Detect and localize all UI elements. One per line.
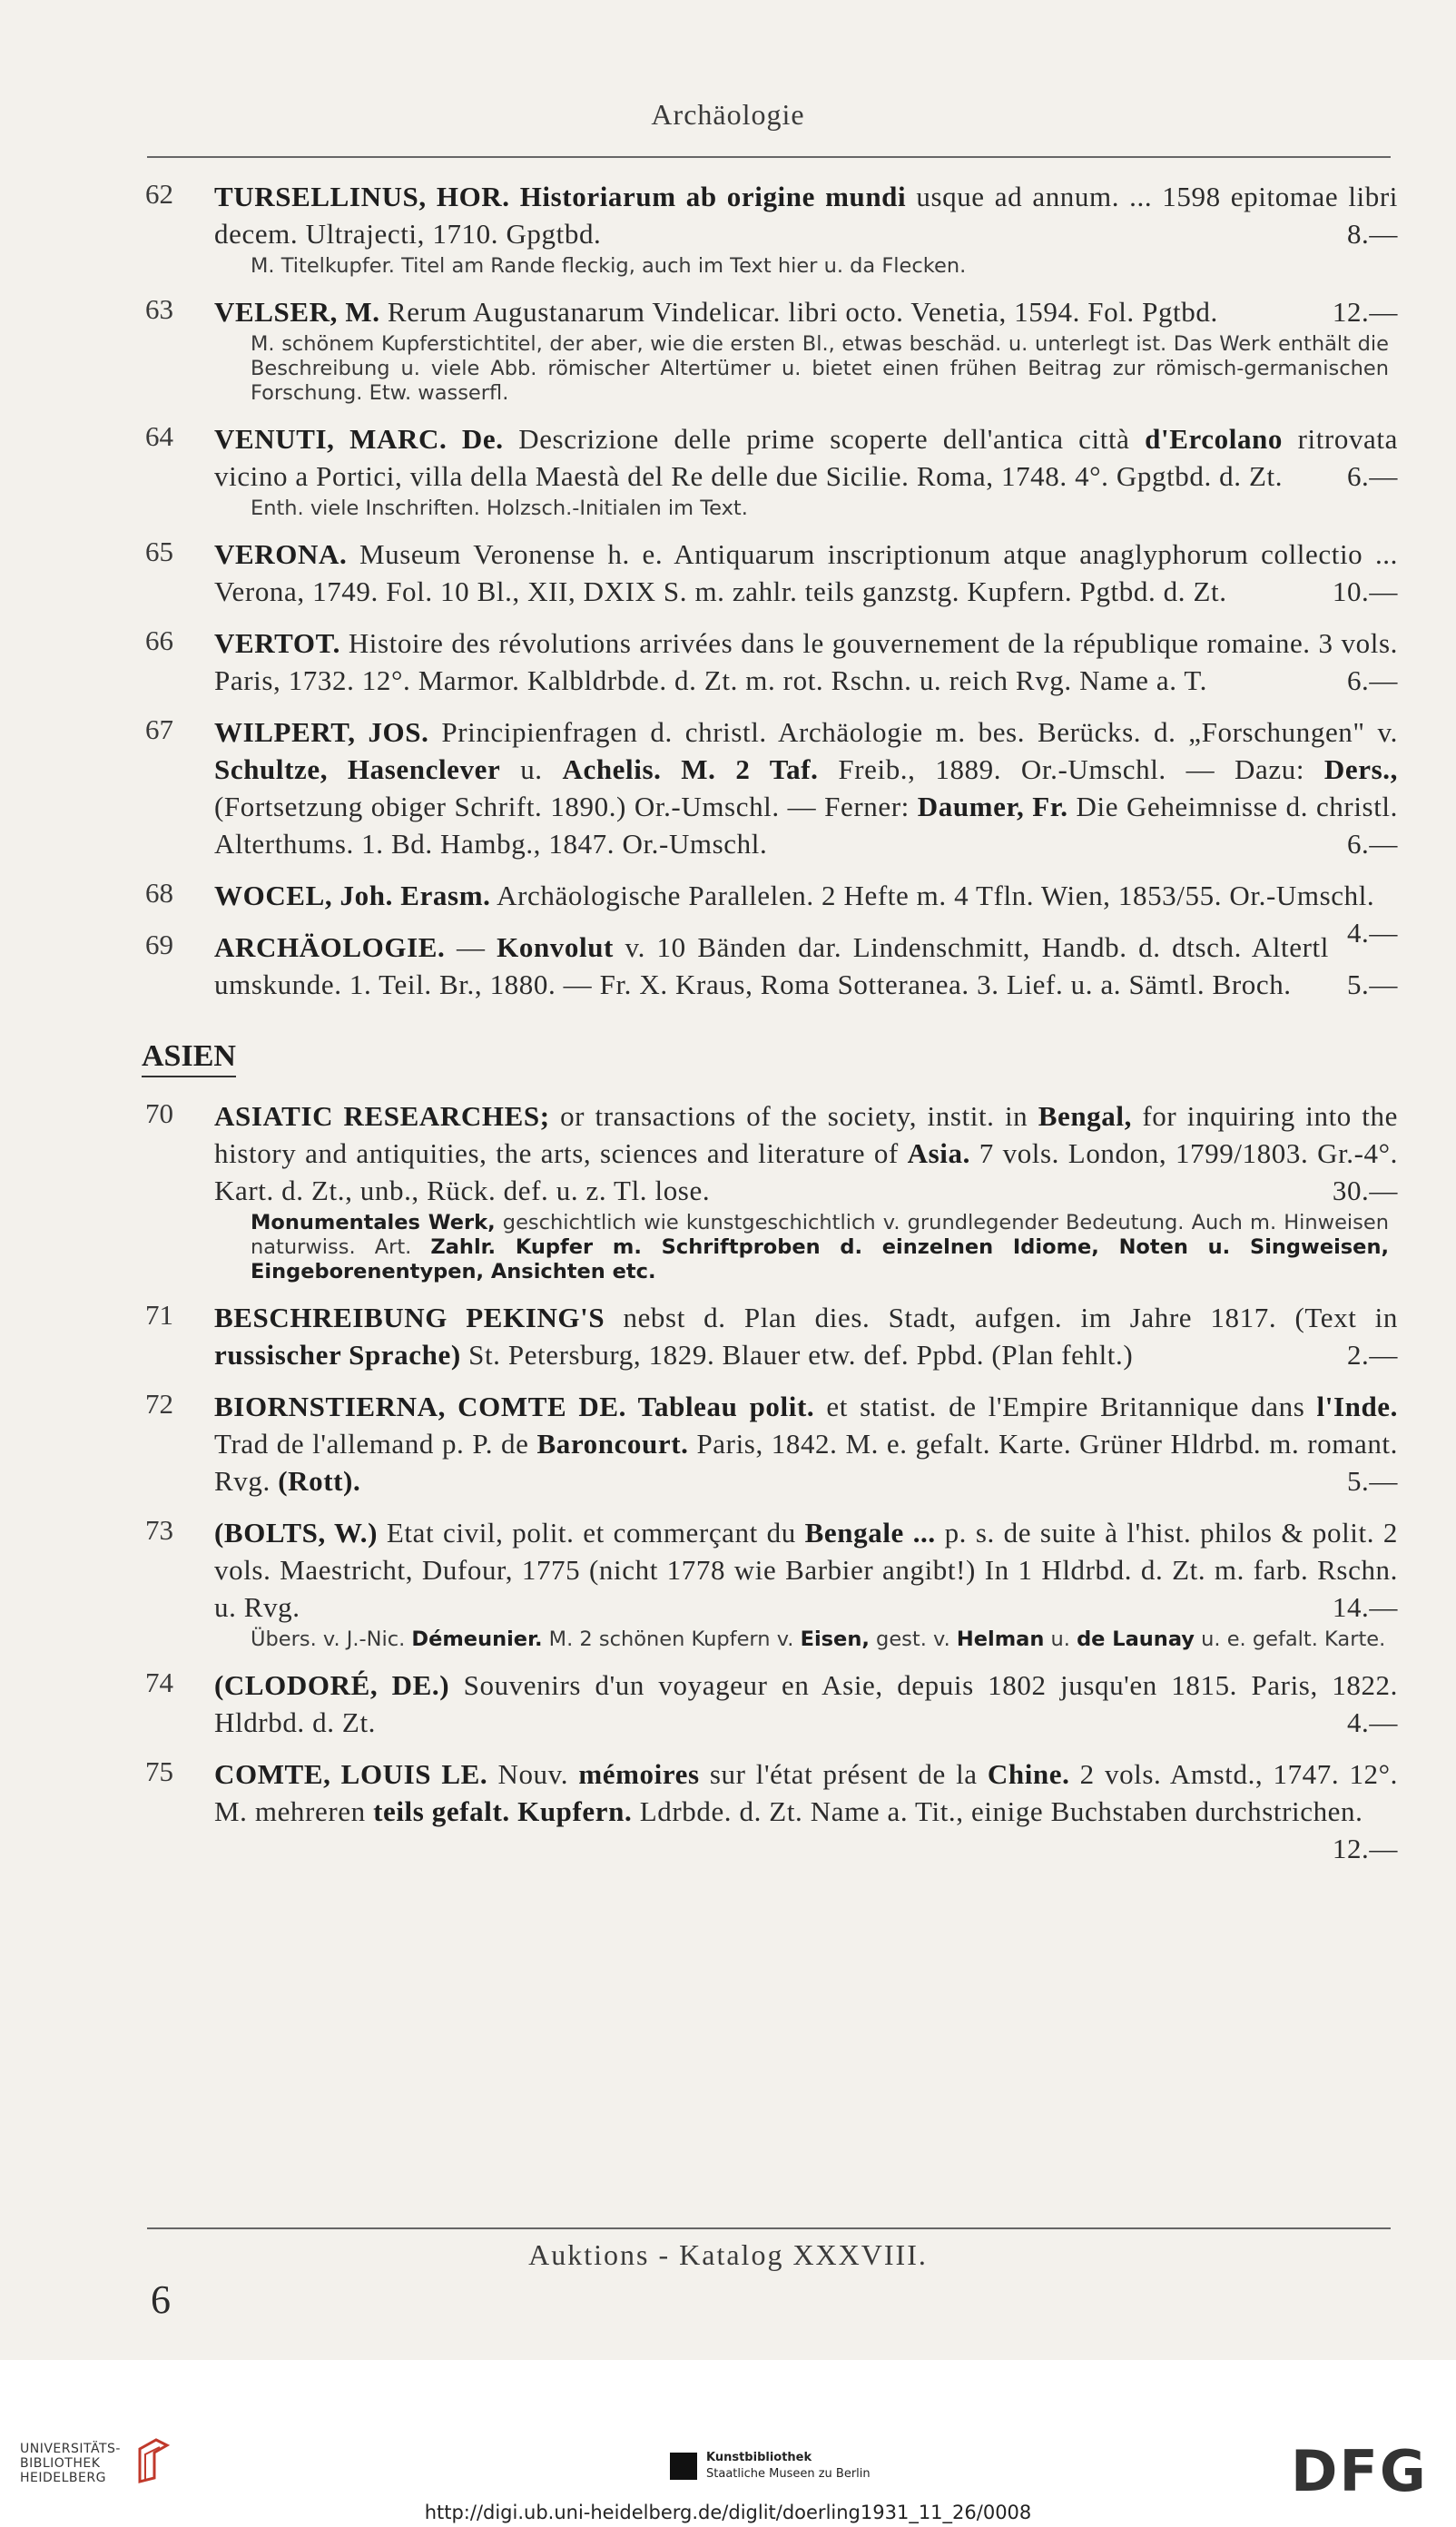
logo-line: BIBLIOTHEK (20, 2456, 101, 2471)
entry-note: M. Titelkupfer. Titel am Rande fleckig, auch im Text hier u. da Flecken. (251, 254, 967, 278)
catalog-entry (127, 1755, 1398, 1864)
bold-text: Schultze, Hasenclever (214, 753, 501, 785)
catalog-entry (127, 178, 1398, 279)
bold-text: russischer Sprache) (214, 1339, 461, 1371)
text-run: 7 vols. London, 1799/1803. Gr.-4°. Kart. d. Zt., unb., Rück. def. u. z. Tl. lose. (214, 1137, 1398, 1206)
lot-number: 71 (145, 1299, 173, 1331)
source-url[interactable]: http://digi.ub.uni-heidelberg.de/diglit/doerling1931_11_26/0008 (424, 2502, 1032, 2523)
text-run: Descrizione delle prime scoperte dell'antica città (503, 423, 1146, 455)
entry-note: M. schönem Kupferstichtitel, der aber, wie die ersten Bl., etwas beschäd. u. unterlegt ist. Das Werk enthält die Beschreibung u. viele Abb. römischer Altertümer u. bietet einen frühen Beitrag zur römisch-germanischen Forschung. Etw. wasserfl. (251, 332, 1389, 405)
text-run: M. 2 schönen Kupfern v. (542, 1627, 801, 1651)
catalog-entry (127, 1667, 1398, 1741)
entry-note: Enth. viele Inschriften. Holzsch.-Initialen im Text. (251, 497, 748, 520)
bold-text: COMTE, LOUIS LE. (214, 1758, 488, 1790)
logo-line: Staatliche Museen zu Berlin (706, 2467, 871, 2481)
catalog-entry (127, 1388, 1398, 1499)
lot-number: 75 (145, 1755, 173, 1787)
lot-price: 30.— (1332, 1175, 1398, 1206)
entry-note (251, 1211, 1389, 1284)
lot-price: 4.— (1346, 1706, 1398, 1738)
entry-note (251, 1627, 1389, 1652)
bold-text: Daumer, Fr. (917, 791, 1068, 822)
catalog-entry (127, 929, 1398, 1003)
header-rule (147, 156, 1391, 158)
lot-number: 74 (145, 1667, 173, 1698)
text-run: gest. v. (869, 1627, 957, 1651)
lot-number: 65 (145, 536, 173, 567)
entry-description (214, 1667, 1398, 1741)
text-run: p. s. de suite à l'hist. philos & polit. 2 vols. Maestricht, Dufour, 1775 (nicht 1778 wie Barbier angibt!) In 1 Hldrbd. d. Zt. m. farb. Rschn. u. Rvg. (214, 1517, 1398, 1623)
bold-text: Baroncourt. (536, 1428, 689, 1460)
bold-text: ARCHÄOLOGIE. (214, 931, 446, 963)
text-run: St. Petersburg, 1829. Blauer etw. def. Ppbd. (Plan fehlt.) (460, 1339, 1134, 1371)
bold-text: Helman (956, 1627, 1045, 1651)
lot-number: 62 (145, 178, 173, 210)
text-run: geschichtlich wie kunstgeschichtlich v. grundlegender Bedeutung. Auch m. Hinweisen naturwiss. Art. (251, 1211, 1389, 1259)
bold-text: VERONA. (214, 538, 348, 570)
bold-text: Monumentales Werk, (251, 1211, 496, 1234)
text-run: ritrovata vicino a Portici, villa della Maestà del Re delle due Sicilie. Roma, 1748. 4°. Gpgtbd. d. Zt. (214, 423, 1398, 492)
lot-price: 6.— (1346, 664, 1398, 696)
text-run: Ldrbde. d. Zt. Name a. Tit., einige Buchstaben durchstrichen. (632, 1795, 1363, 1827)
bold-text: teils gefalt. Kupfern. (373, 1795, 633, 1827)
entry-description (214, 1755, 1398, 1864)
catalog-entry (127, 293, 1398, 406)
bold-text: (Rott). (278, 1465, 361, 1497)
text-run: Histoire des révolutions arrivées dans le gouvernement de la république romaine. 3 vols. Paris, 1732. 12°. Marmor. Kalbldrbde. d. Zt. m. rot. Rschn. u. reich Rvg. Name a. T. (214, 627, 1398, 696)
entries-asia (127, 1097, 1398, 1864)
text-run: u. (1044, 1627, 1077, 1651)
catalog-entry (127, 1097, 1398, 1284)
page-number: 6 (151, 2277, 171, 2322)
lot-price: 6.— (1346, 828, 1398, 860)
text-run: for inquiring into the history and antiquities, the arts, sciences and literature of (214, 1100, 1398, 1169)
bold-text: Asia. (907, 1137, 970, 1169)
lot-price: 14.— (1332, 1591, 1398, 1623)
catalog-entry (127, 713, 1398, 862)
text-run: Nouv. (487, 1758, 579, 1790)
lot-price: 5.— (1346, 1465, 1398, 1497)
bold-text: TURSELLINUS, HOR. Historiarum ab origine mundi (214, 181, 907, 212)
logo-line: Kunstbibliothek (706, 2451, 812, 2464)
bold-text: l'Inde. (1316, 1391, 1398, 1422)
entry-description (214, 293, 1398, 330)
lot-number: 69 (145, 929, 173, 960)
lot-number: 70 (145, 1097, 173, 1129)
section-heading: ASIEN (142, 1039, 236, 1077)
lot-number: 72 (145, 1388, 173, 1420)
bold-text: WOCEL, Joh. Erasm. (214, 880, 491, 911)
entry-description (214, 420, 1398, 495)
bold-text: Zahlr. Kupfer m. Schriftproben d. einzelnen Idiome, Noten u. Singweisen, Eingeborenentypen, Ansichten etc. (251, 1235, 1390, 1283)
text-run: Etat civil, polit. et commerçant du (378, 1517, 805, 1549)
text-run: Archäologische Parallelen. 2 Hefte m. 4 Tfln. Wien, 1853/55. Or.-Umschl. (490, 880, 1375, 911)
catalog-entries (127, 178, 1398, 1867)
lot-price: 5.— (1346, 969, 1398, 1000)
text-run: Freib., 1889. Or.-Umschl. — Dazu: (818, 753, 1324, 785)
entry-description (214, 1514, 1398, 1626)
lot-price: 2.— (1346, 1339, 1398, 1371)
footer-rule (147, 2227, 1391, 2229)
bold-text: Ders., (1323, 753, 1398, 785)
bold-text: Achelis. M. 2 Taf. (562, 753, 819, 785)
lot-price: 10.— (1332, 575, 1398, 607)
bold-text: Démeunier. (411, 1627, 543, 1651)
lot-price: 12.— (1332, 296, 1398, 328)
running-title: Archäologie (651, 98, 805, 131)
bold-text: Chine. (987, 1758, 1070, 1790)
bold-text: BESCHREIBUNG PEKING'S (214, 1302, 605, 1333)
lot-number: 66 (145, 624, 173, 656)
entry-description (214, 1388, 1398, 1499)
catalog-entry (127, 1299, 1398, 1373)
catalog-title: Auktions - Katalog XXXVIII. (528, 2238, 928, 2271)
entry-description (214, 1097, 1398, 1209)
bold-text: de Launay (1077, 1627, 1195, 1651)
catalog-entry (127, 624, 1398, 699)
bold-text: Bengal, (1038, 1100, 1132, 1132)
logo-line: UNIVERSITÄTS- (20, 2442, 121, 2456)
text-run: — (445, 931, 497, 963)
text-run: Die Geheimnisse d. christl. Alterthums. 1. Bd. Hambg., 1847. Or.-Umschl. (214, 791, 1398, 860)
square-icon (670, 2453, 697, 2480)
text-run: Souvenirs d'un voyageur en Asie, depuis 1802 jusqu'en 1815. Paris, 1822. Hldrbd. d. Zt. (214, 1669, 1398, 1738)
lot-number: 68 (145, 877, 173, 909)
entry-description (214, 178, 1398, 252)
entry-description (214, 929, 1398, 1003)
text-run: u. e. gefalt. Karte. (1194, 1627, 1386, 1651)
lot-price: 12.— (1332, 1833, 1398, 1864)
lot-number: 63 (145, 293, 173, 325)
text-run: v. 10 Bänden dar. Lindenschmitt, Handb. d. dtsch. Altertl umskunde. 1. Teil. Br., 1880. — Fr. X. Kraus, Roma Sotteranea. 3. Lief. u. a. Sämtl. Broch. (214, 931, 1329, 1000)
text-run: et statist. de l'Empire Britannique dans (814, 1391, 1317, 1422)
bold-text: Bengale ... (804, 1517, 936, 1549)
text-run: u. (500, 753, 563, 785)
bold-text: ASIATIC RESEARCHES; (214, 1100, 550, 1132)
bold-text: VELSER, M. (214, 296, 380, 328)
catalog-entry (127, 420, 1398, 521)
bold-text: VERTOT. (214, 627, 340, 659)
lot-number: 64 (145, 420, 173, 452)
text-run: (Fortsetzung obiger Schrift. 1890.) Or.-Umschl. — Ferner: (214, 791, 918, 822)
text-run: nebst d. Plan dies. Stadt, aufgen. im Jahre 1817. (Text in (605, 1302, 1398, 1333)
bold-text: BIORNSTIERNA, COMTE DE. Tableau polit. (214, 1391, 815, 1422)
digitization-bar (0, 2360, 1456, 2527)
entry-description (214, 1299, 1398, 1373)
bold-text: Konvolut (497, 931, 614, 963)
text-run: Principienfragen d. christl. Archäologie m. bes. Berücks. d. „Forschungen" v. (428, 716, 1398, 748)
dfg-logo[interactable]: DFG (1291, 2438, 1428, 2504)
bold-text: d'Ercolano (1145, 423, 1283, 455)
text-run: Museum Veronense h. e. Antiquarum inscriptionum atque anaglyphorum collectio ... Verona, 1749. Fol. 10 Bl., XII, DXIX S. m. zahlr. teils ganzstg. Kupfern. Pgtbd. d. Zt. (214, 538, 1398, 607)
lot-price: 4.— (1346, 917, 1398, 949)
text-run: Paris, 1842. M. e. gefalt. Karte. Grüner Hldrbd. m. romant. Rvg. (214, 1428, 1398, 1497)
entry-description (214, 624, 1398, 699)
bold-text: mémoires (578, 1758, 700, 1790)
bold-text: VENUTI, MARC. De. (214, 423, 504, 455)
catalog-entry (127, 536, 1398, 610)
text-run: Trad de l'allemand p. P. de (214, 1428, 537, 1460)
bold-text: Eisen, (800, 1627, 870, 1651)
library-emblem-icon (136, 2436, 171, 2487)
lot-price: 6.— (1346, 460, 1398, 492)
entries-archaeology (127, 178, 1398, 1003)
entry-description (214, 713, 1398, 862)
kunstbibliothek-logo[interactable] (670, 2445, 879, 2500)
text-run: or transactions of the society, instit. in (549, 1100, 1038, 1132)
text-run: Übers. v. J.-Nic. (251, 1627, 412, 1651)
lot-number: 73 (145, 1514, 173, 1546)
catalog-entry (127, 1514, 1398, 1652)
university-library-logo[interactable] (20, 2442, 121, 2485)
bold-text: (CLODORÉ, DE.) (214, 1669, 450, 1701)
logo-line: HEIDELBERG (20, 2471, 106, 2485)
text-run: Rerum Augustanarum Vindelicar. libri octo. Venetia, 1594. Fol. Pgtbd. (379, 296, 1218, 328)
bold-text: (BOLTS, W.) (214, 1517, 379, 1549)
entry-description (214, 536, 1398, 610)
lot-price: 8.— (1346, 218, 1398, 250)
lot-number: 67 (145, 713, 173, 745)
text-run: usque ad annum. ... 1598 epitomae libri decem. Ultrajecti, 1710. Gpgtbd. (214, 181, 1398, 250)
bold-text: WILPERT, JOS. (214, 716, 429, 748)
text-run: sur l'état présent de la (699, 1758, 988, 1790)
text-run: 2 vols. Amstd., 1747. 12°. M. mehreren (214, 1758, 1398, 1827)
